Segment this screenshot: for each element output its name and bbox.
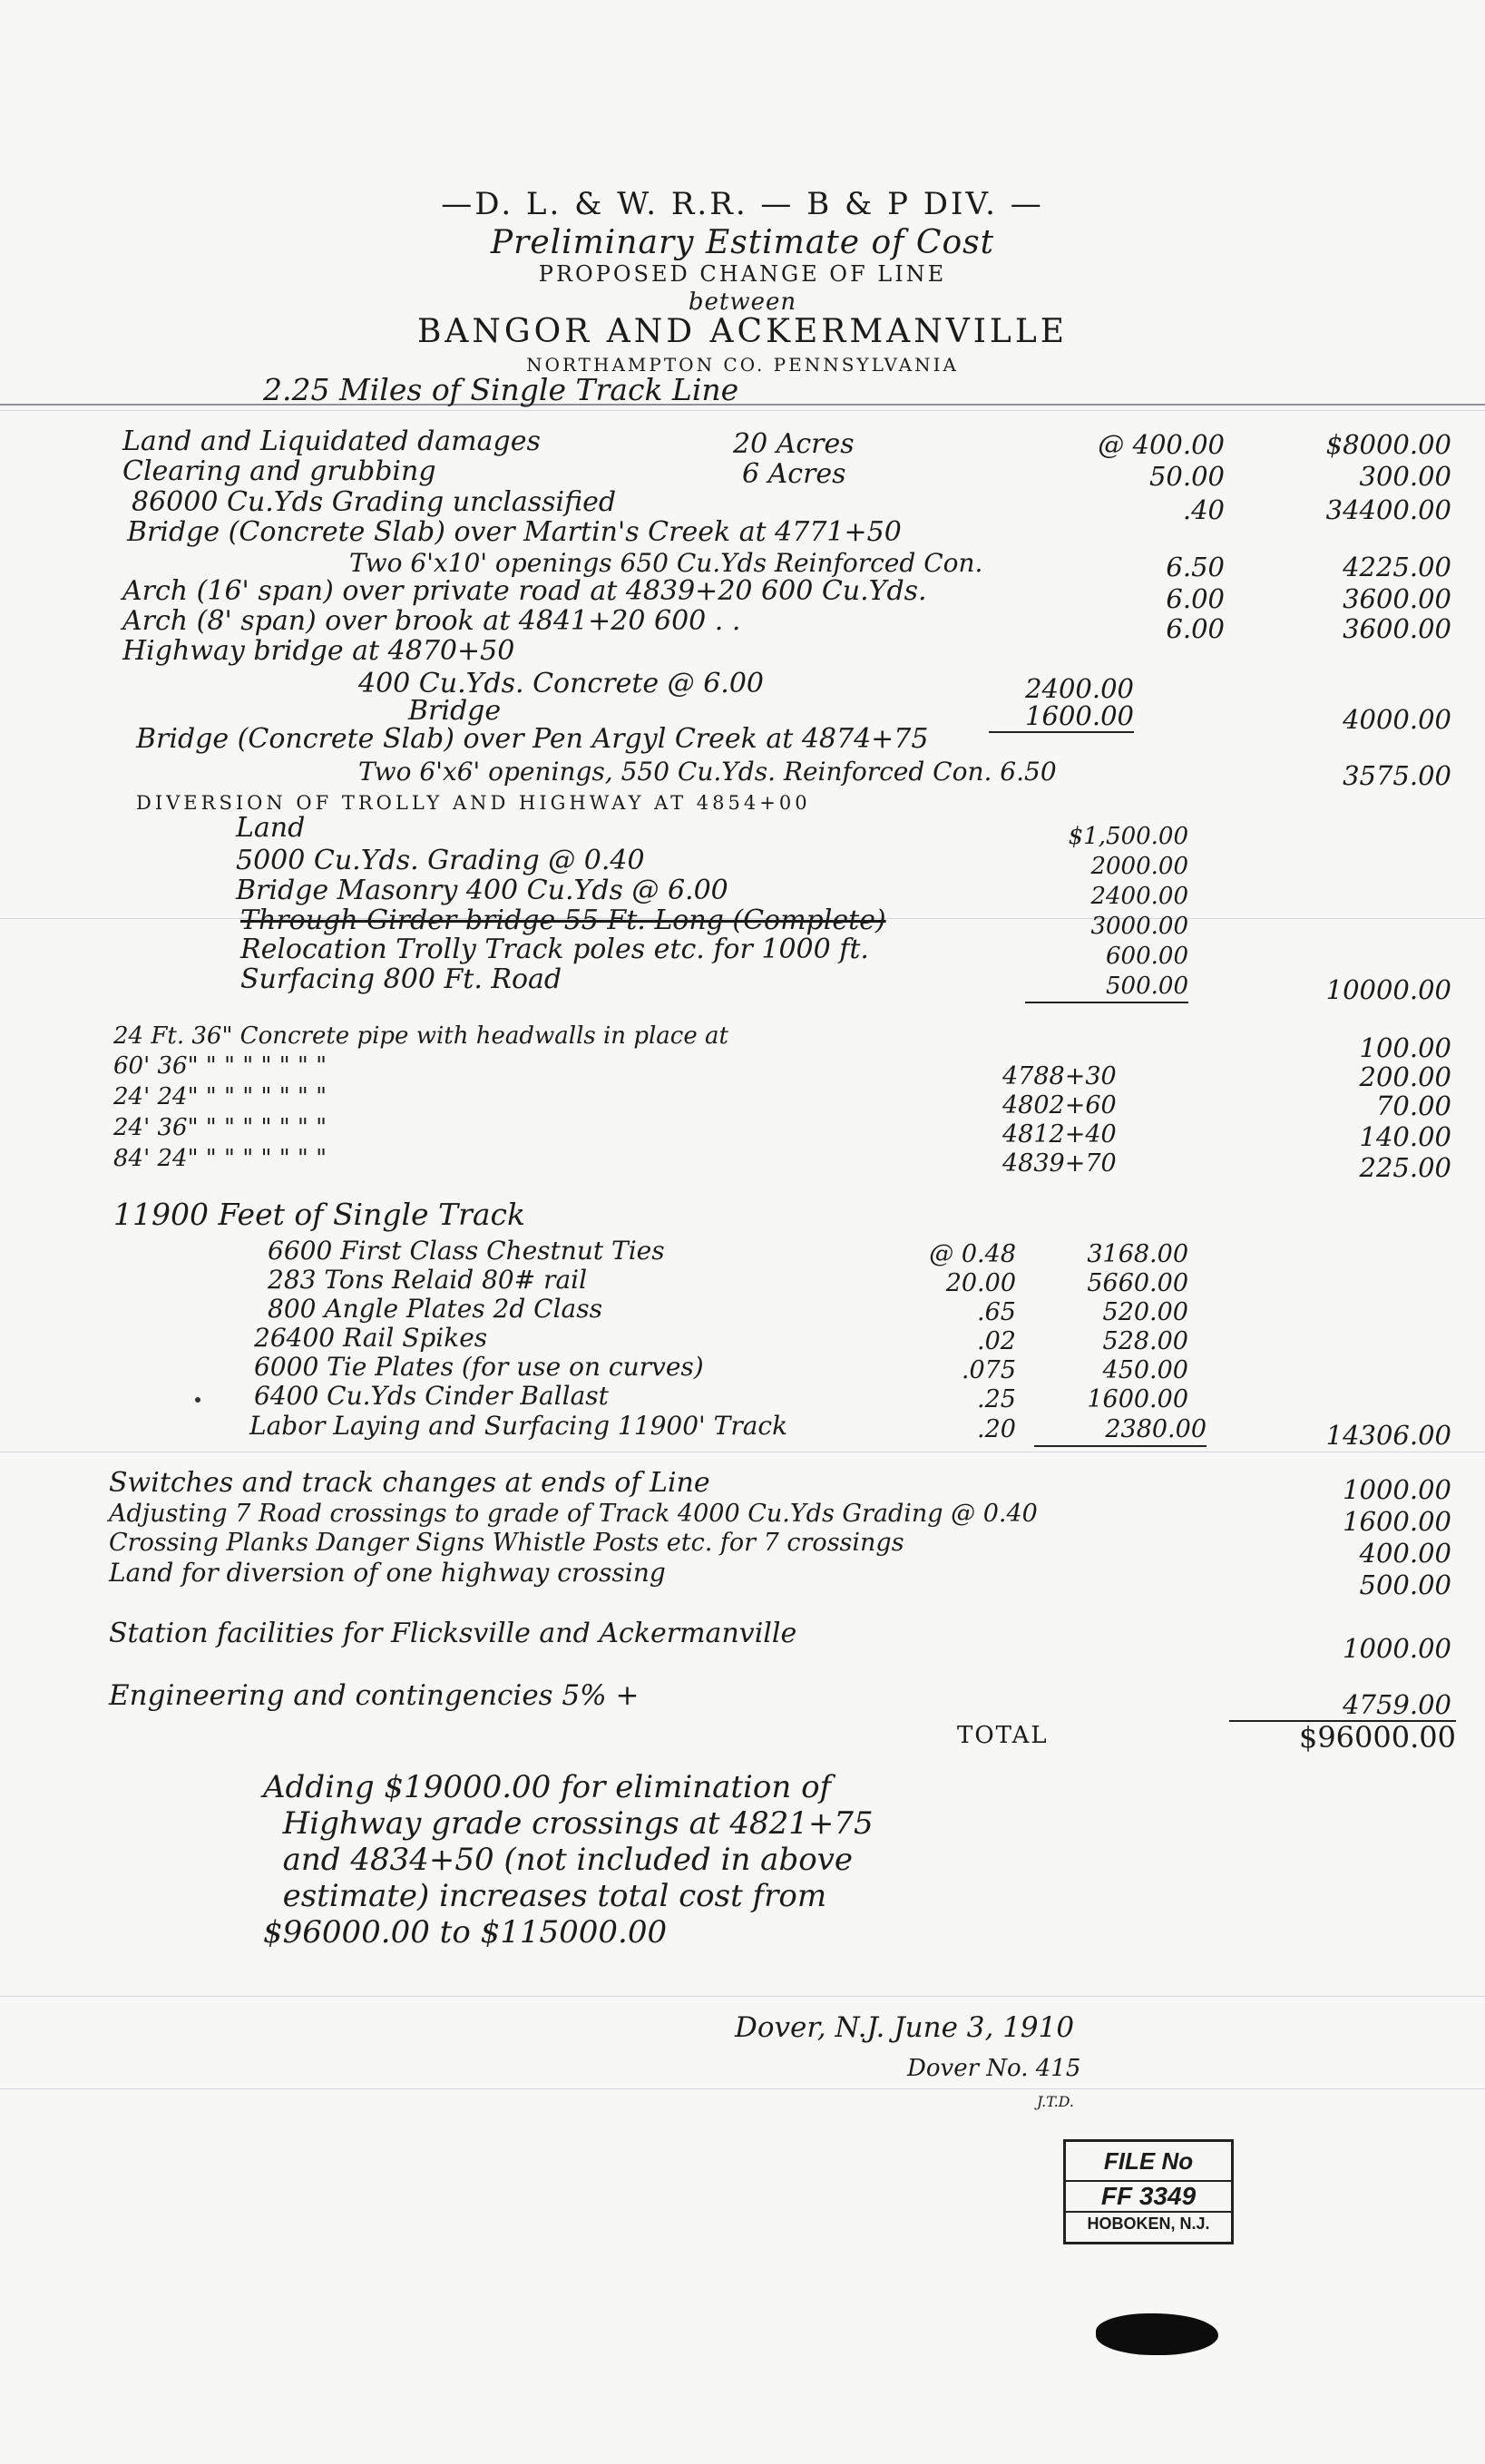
pipe-row-3-station: 4802+60 — [1002, 1091, 1117, 1120]
route-heading: BANGOR AND ACKERMANVILLE — [416, 313, 1069, 350]
diversion-masonry: Bridge Masonry 400 Cu.Yds @ 6.00 — [236, 875, 728, 906]
track-ballast-amt: 1600.00 — [1087, 1385, 1188, 1413]
diversion-total: 10000.00 — [1325, 974, 1451, 1005]
item-road-crossings-amount: 1600.00 — [1343, 1506, 1451, 1537]
pipe-row-4: 24' 36" " " " " " " " — [113, 1114, 327, 1141]
stamp-file-no-label: FILE No — [1103, 2147, 1194, 2175]
track-rail-amt: 5660.00 — [1087, 1269, 1188, 1297]
ruled-line — [0, 404, 1485, 406]
track-spikes-amt: 528.00 — [1102, 1327, 1188, 1355]
track-tie-plates-amt: 450.00 — [1102, 1356, 1188, 1384]
ruled-line — [0, 1996, 1485, 1997]
item-engineering: Engineering and contingencies 5% + — [109, 1679, 640, 1712]
track-rail: 283 Tons Relaid 80# rail — [268, 1265, 588, 1295]
location-heading: NORTHAMPTON CO. PENNSYLVANIA — [526, 354, 959, 376]
diversion-surfacing-amt: 500.00 — [1025, 971, 1188, 1003]
item-clearing-rate: 50.00 — [1148, 461, 1225, 492]
track-ties-rate: @ 0.48 — [929, 1240, 1016, 1268]
track-labor-amt: 2380.00 — [1034, 1414, 1207, 1447]
file-stamp — [1063, 2139, 1234, 2244]
item-highway-bridge-bridge: Bridge — [408, 695, 502, 727]
proposed-change-heading: PROPOSED CHANGE OF LINE — [538, 261, 947, 287]
item-bridge-martins: Bridge (Concrete Slab) over Martin's Creek at 4771+50 — [127, 516, 902, 548]
stamp-file-number: FF 3349 — [1066, 2180, 1231, 2213]
track-heading: 11900 Feet of Single Track — [113, 1197, 525, 1232]
track-labor: Labor Laying and Surfacing 11900' Track — [249, 1411, 788, 1441]
pipe-row-5: 84' 24" " " " " " " " — [113, 1145, 327, 1172]
item-arch-8-amount: 3600.00 — [1343, 613, 1451, 644]
track-tie-plates: 6000 Tie Plates (for use on curves) — [254, 1352, 704, 1382]
track-spikes-rate: .02 — [977, 1327, 1016, 1355]
item-bridge-martins-amount: 4225.00 — [1343, 552, 1451, 582]
diversion-girder-struck: Through Girder bridge 55 Ft. Long (Complete) — [240, 904, 886, 936]
pipe-row-2-station: 4788+30 — [1002, 1062, 1117, 1090]
item-station-amount: 1000.00 — [1343, 1633, 1451, 1664]
diversion-girder-amt: 3000.00 — [1090, 913, 1188, 940]
item-highway-bridge-concrete: 400 Cu.Yds. Concrete @ 6.00 — [358, 668, 764, 699]
diversion-grading: 5000 Cu.Yds. Grading @ 0.40 — [236, 845, 645, 876]
railroad-heading: —D. L. & W. R.R. — B & P DIV. — — [441, 186, 1044, 222]
pipe-row-2-amount: 200.00 — [1359, 1061, 1451, 1092]
item-arch-16: Arch (16' span) over private road at 4839+20 600 Cu.Yds. — [122, 575, 927, 607]
item-bridge-martins-detail: Two 6'x10' openings 650 Cu.Yds Reinforced Con. — [349, 548, 983, 578]
ink-blot — [1096, 2313, 1218, 2355]
item-clearing-amount: 300.00 — [1359, 461, 1451, 492]
item-land-rate: @ 400.00 — [1098, 429, 1225, 460]
pipe-row-3-amount: 70.00 — [1375, 1090, 1451, 1121]
item-grading: 86000 Cu.Yds Grading unclassified — [132, 486, 617, 518]
item-land-amount: $8000.00 — [1325, 429, 1451, 460]
ruled-line — [0, 2088, 1485, 2089]
track-angle-plates: 800 Angle Plates 2d Class — [268, 1294, 602, 1324]
total-amount: $96000.00 — [1229, 1720, 1456, 1753]
track-tie-plates-rate: .075 — [961, 1356, 1016, 1384]
track-labor-rate: .20 — [977, 1415, 1016, 1443]
stamp-location: HOBOKEN, N.J. — [1087, 2215, 1210, 2233]
item-bridge-penargyl-detail: Two 6'x6' openings, 550 Cu.Yds. Reinforced Con. 6.50 — [358, 757, 1057, 787]
grade-crossing-note: Adding $19000.00 for elimination of Highway grade crossings at 4821+75 and 4834+50 (not included in above estimate) increases total cost from $96000.00 to $115000.00 — [263, 1769, 874, 1951]
item-bridge-martins-rate: 6.50 — [1166, 552, 1225, 582]
item-switches: Switches and track changes at ends of Line — [109, 1467, 710, 1499]
pipe-row-1: 24 Ft. 36" Concrete pipe with headwalls in place at — [113, 1022, 728, 1050]
track-total: 14306.00 — [1325, 1420, 1451, 1451]
ink-dot — [195, 1397, 200, 1403]
diversion-heading: DIVERSION OF TROLLY AND HIGHWAY AT 4854+00 — [136, 792, 811, 814]
item-land: Land and Liquidated damages — [122, 425, 541, 457]
pipe-row-5-station: 4839+70 — [1002, 1149, 1117, 1178]
item-arch-16-rate: 6.00 — [1166, 583, 1225, 614]
diversion-surfacing: Surfacing 800 Ft. Road — [240, 963, 562, 995]
item-land-diversion: Land for diversion of one highway crossing — [109, 1558, 666, 1588]
pipe-row-3: 24' 24" " " " " " " " — [113, 1083, 327, 1110]
item-arch-8: Arch (8' span) over brook at 4841+20 600 . . — [122, 605, 741, 637]
pipe-row-4-station: 4812+40 — [1002, 1120, 1117, 1149]
item-highway-bridge-amount: 4000.00 — [1343, 704, 1451, 735]
item-highway-bridge-bridge-amt: 1600.00 — [989, 700, 1134, 733]
item-switches-amount: 1000.00 — [1343, 1474, 1451, 1505]
item-crossing-planks-amount: 400.00 — [1359, 1538, 1451, 1569]
track-angle-plates-amt: 520.00 — [1102, 1298, 1188, 1326]
diversion-masonry-amt: 2400.00 — [1090, 883, 1188, 910]
diversion-land: Land — [236, 812, 306, 844]
item-highway-bridge-concrete-amt: 2400.00 — [1025, 673, 1134, 704]
item-clearing-qty: 6 Acres — [742, 458, 846, 490]
item-station: Station facilities for Flicksville and Ackermanville — [109, 1618, 797, 1649]
item-grading-amount: 34400.00 — [1325, 494, 1451, 525]
track-ballast-rate: .25 — [977, 1385, 1016, 1413]
item-clearing: Clearing and grubbing — [122, 455, 436, 487]
item-highway-bridge: Highway bridge at 4870+50 — [122, 635, 515, 667]
track-ties: 6600 First Class Chestnut Ties — [268, 1236, 665, 1266]
miles-heading: 2.25 Miles of Single Track Line — [263, 372, 739, 407]
item-grading-rate: .40 — [1182, 494, 1225, 525]
date-line: Dover, N.J. June 3, 1910 — [735, 2011, 1075, 2044]
item-crossing-planks: Crossing Planks Danger Signs Whistle Posts etc. for 7 crossings — [109, 1529, 904, 1557]
between-label: between — [688, 288, 797, 316]
item-road-crossings: Adjusting 7 Road crossings to grade of Track 4000 Cu.Yds Grading @ 0.40 — [109, 1500, 1038, 1528]
track-angle-plates-rate: .65 — [977, 1298, 1016, 1326]
item-arch-8-rate: 6.00 — [1166, 613, 1225, 644]
item-land-qty: 20 Acres — [733, 428, 855, 460]
initials: J.T.D. — [1037, 2093, 1075, 2110]
item-bridge-penargyl: Bridge (Concrete Slab) over Pen Argyl Creek at 4874+75 — [136, 723, 929, 755]
item-bridge-penargyl-amount: 3575.00 — [1343, 760, 1451, 791]
dover-number: Dover No. 415 — [907, 2055, 1081, 2082]
diversion-relocation: Relocation Trolly Track poles etc. for 1000 ft. — [240, 934, 869, 965]
item-engineering-amount: 4759.00 — [1343, 1689, 1451, 1720]
item-arch-16-amount: 3600.00 — [1343, 583, 1451, 614]
total-label: TOTAL — [957, 1722, 1049, 1749]
estimate-title: Preliminary Estimate of Cost — [490, 224, 995, 261]
track-ballast: 6400 Cu.Yds Cinder Ballast — [254, 1381, 609, 1411]
pipe-row-4-amount: 140.00 — [1359, 1121, 1451, 1152]
diversion-relocation-amt: 600.00 — [1106, 943, 1188, 970]
diversion-land-amt: $1,500.00 — [1068, 823, 1188, 850]
diversion-grading-amt: 2000.00 — [1090, 853, 1188, 880]
item-land-diversion-amount: 500.00 — [1359, 1569, 1451, 1600]
pipe-row-2: 60' 36" " " " " " " " — [113, 1052, 327, 1080]
ruled-line — [0, 410, 1485, 411]
pipe-row-1-amount: 100.00 — [1359, 1032, 1451, 1063]
track-spikes: 26400 Rail Spikes — [254, 1323, 488, 1353]
track-ties-amt: 3168.00 — [1087, 1240, 1188, 1268]
track-rail-rate: 20.00 — [945, 1269, 1016, 1297]
pipe-row-5-amount: 225.00 — [1359, 1152, 1451, 1183]
